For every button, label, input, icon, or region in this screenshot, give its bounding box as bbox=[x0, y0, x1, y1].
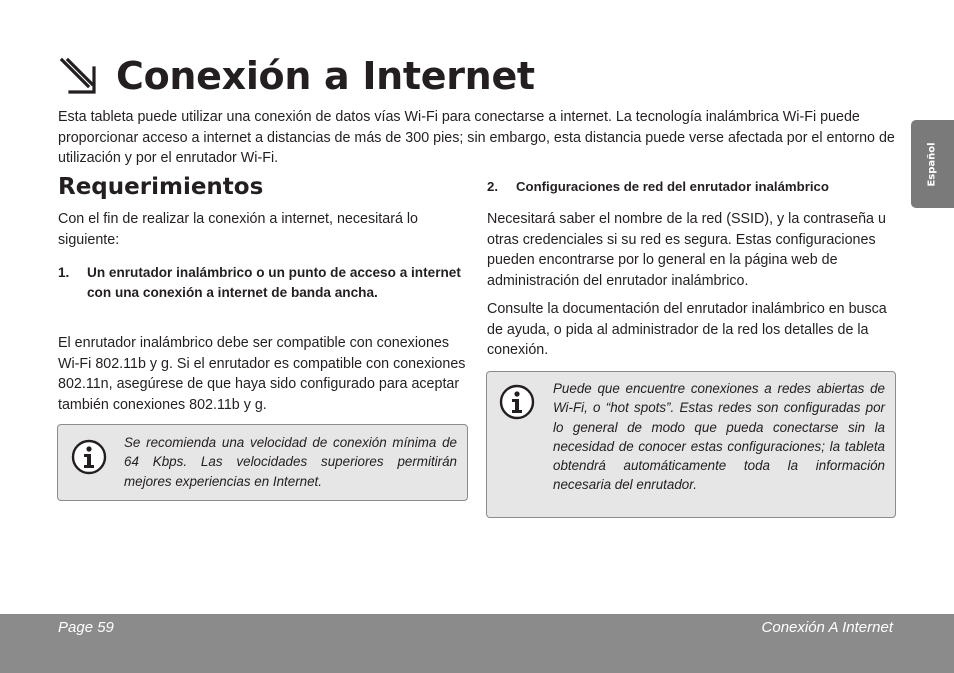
info-icon bbox=[71, 439, 107, 475]
compatibility-paragraph: El enrutador inalámbrico debe ser compatible con conexiones Wi-Fi 802.11b y g. Si el enrutador es compatible con conexiones 802.11n, asegúrese de que haya sido configurado para aceptar también conexiones 802.11b y g. bbox=[58, 335, 466, 413]
footer-section-title: Conexión A Internet bbox=[761, 619, 893, 636]
info-icon bbox=[499, 384, 535, 420]
note-box-right bbox=[486, 371, 896, 518]
list-item-2-heading bbox=[487, 177, 907, 197]
diagonal-arrow-icon bbox=[58, 56, 98, 96]
note-text-right: Puede que encuentre conexiones a redes abiertas de Wi-Fi, o “hot spots”. Estas redes son configuradas por lo general de modo que pueda conectarse sin la necesidad de conocer estas configuraciones; la tableta obtendrá automáticamente toda la información necesaria del enrutador. bbox=[553, 381, 885, 493]
note-text-left: Se recomienda una velocidad de conexión mínima de 64 Kbps. Las velocidades superiores permitirán mejores experiencias en Internet. bbox=[124, 435, 457, 489]
list-item-1-number: 1. bbox=[58, 265, 70, 280]
list-item-2-text: Configuraciones de red del enrutador inalámbrico bbox=[516, 179, 829, 194]
page-number: Page 59 bbox=[58, 619, 114, 636]
intro-paragraph: Esta tableta puede utilizar una conexión de datos vías Wi-Fi para conectarse a internet. La tecnología inalámbrica Wi-Fi puede proporcionar acceso a internet a distancias de más de 300 pies; sin embargo, esta distancia puede verse afectada por el entorno de utilización y por el enrutador Wi-Fi. bbox=[58, 109, 895, 166]
section-heading: Requerimientos bbox=[58, 174, 264, 200]
page-footer bbox=[0, 614, 954, 673]
documentation-paragraph: Consulte la documentación del enrutador inalámbrico en busca de ayuda, o pida al administrador de la red los detalles de la conexión. bbox=[487, 301, 887, 358]
requirements-lead: Con el fin de realizar la conexión a internet, necesitará lo siguiente: bbox=[58, 211, 419, 248]
list-item-1 bbox=[58, 263, 468, 302]
list-item-2-number: 2. bbox=[487, 179, 498, 194]
page-header bbox=[58, 50, 535, 102]
page-title: Conexión a Internet bbox=[116, 54, 535, 98]
router-config-paragraph: Necesitará saber el nombre de la red (SSID), y la contraseña u otras credenciales si su red es segura. Estas configuraciones pueden encontrarse por lo general en la página web de administración del enrutador inalámbrico. bbox=[487, 211, 886, 289]
language-tab-label: Español bbox=[927, 141, 939, 187]
language-tab bbox=[911, 120, 954, 208]
list-item-1-text: Un enrutador inalámbrico o un punto de acceso a internet con una conexión a internet de banda ancha. bbox=[87, 265, 461, 300]
note-box-left bbox=[57, 424, 468, 501]
